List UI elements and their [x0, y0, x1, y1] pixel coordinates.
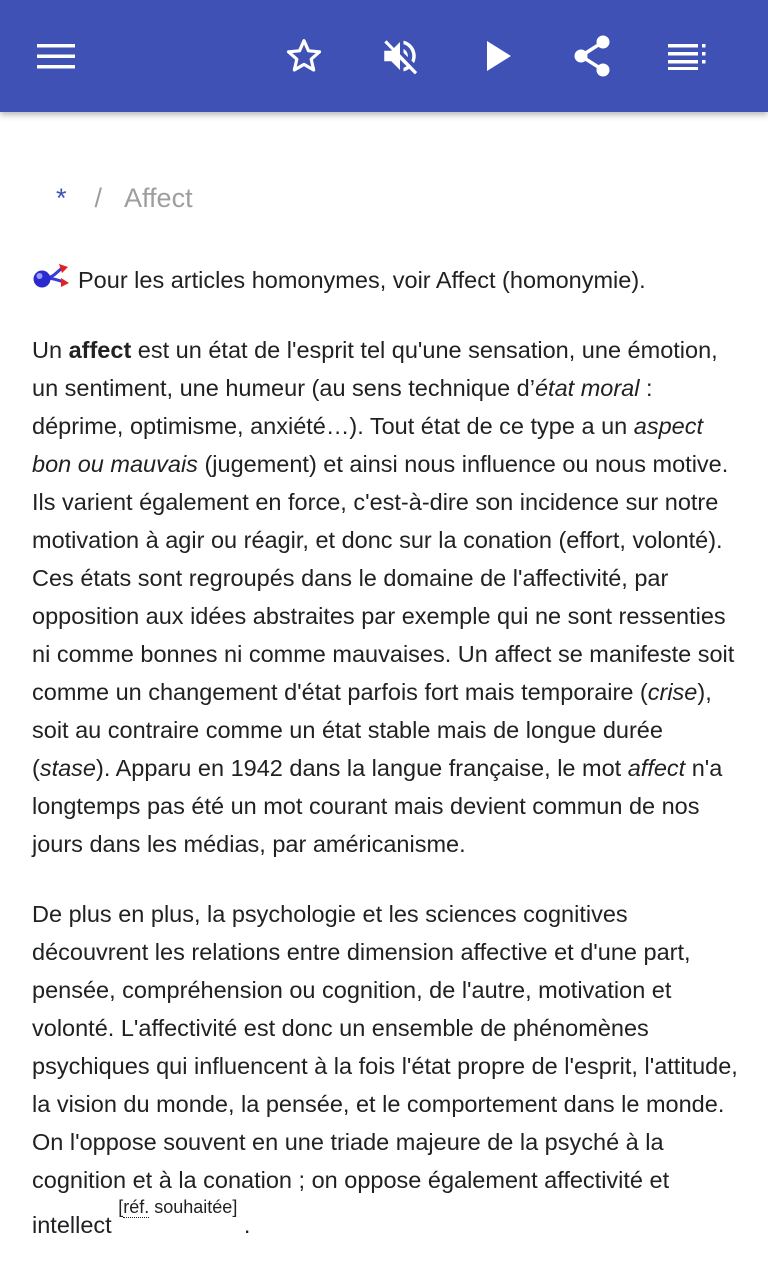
hatnote-text[interactable]: Pour les articles homonymes, voir Affect (homonymie). [78, 267, 646, 293]
text-run: ). Apparu en 1942 dans la langue française, le mot [96, 755, 628, 781]
italic-term: crise [647, 679, 698, 705]
app-toolbar [0, 0, 768, 112]
paragraph-2 [32, 895, 744, 1244]
italic-term: état moral [534, 375, 640, 401]
text-run: (jugement) et ainsi nous influence ou nous motive. Ils varient également en force, c'est-à-dire son incidence sur notre motivation à agir ou réagir, et donc sur la conation (effort, volonté). Ces états sont regroupés dans le domaine de l'affectivité, par opposition aux idées abstraites par exemple qui ne sont ressenties ni comme bonnes ni comme mauvaises. Un affect se manifeste soit comme un changement d'état parfois fort mais temporaire ( [32, 451, 735, 705]
breadcrumb-current: Affect [124, 183, 193, 213]
italic-term: aspect bon ou mauvais [32, 413, 703, 477]
citation-bracket: ] [232, 1197, 238, 1217]
breadcrumb-separator: / [94, 183, 103, 213]
share-icon [572, 35, 612, 77]
contents-button[interactable] [660, 28, 716, 84]
italic-term: affect [627, 755, 686, 781]
volume-off-icon [379, 35, 421, 77]
star-outline-icon [284, 36, 324, 76]
citation-needed-tag[interactable] [118, 1197, 237, 1217]
text-run: . [237, 1211, 251, 1238]
bold-term: affect [68, 337, 132, 363]
favorite-button[interactable] [276, 28, 332, 84]
citation-abbr[interactable]: réf. [123, 1197, 150, 1217]
toc-list-icon [668, 42, 708, 70]
text-run: est un état de l'esprit tel qu'une sensation, une émotion, un sentiment, une humeur (au sens technique d’ [32, 337, 718, 401]
text-run: Un [32, 337, 69, 363]
paragraph-1 [32, 331, 744, 863]
citation-bracket: [ [118, 1197, 124, 1217]
menu-icon [37, 42, 75, 70]
text-run: ), soit au contraire comme un état stable mais de longue durée ( [32, 679, 712, 781]
breadcrumb [56, 182, 193, 214]
play-icon [483, 39, 513, 73]
article-content [0, 112, 768, 1280]
share-button[interactable] [564, 28, 620, 84]
breadcrumb-root-link[interactable]: * [56, 183, 67, 213]
article-body [32, 260, 744, 1244]
text-run: : déprime, optimisme, anxiété…). Tout état de ce type a un [32, 375, 653, 439]
disambiguation-arrows-icon [32, 260, 72, 290]
hatnote [32, 260, 744, 299]
text-run: De plus en plus, la psychologie et les sciences cognitives découvrent les relations entre dimension affective et d'une part, pensée, compréhension ou cognition, de l'autre, motivation et volonté. L'affectivité est donc un ensemble de phénomènes psychiques qui influencent à la fois l'état propre de l'esprit, l'attitude, la vision du monde, la pensée, et le comportement dans le monde. On l'oppose souvent en une triade majeure de la psyché à la cognition et à la conation ; on oppose également affectivité et intellect [32, 901, 738, 1238]
menu-button[interactable] [28, 28, 84, 84]
text-run: n'a longtemps pas été un mot courant mais devient commun de nos jours dans les médias, par américanisme. [32, 755, 723, 857]
italic-term: stase [39, 755, 96, 781]
mute-button[interactable] [372, 28, 428, 84]
citation-text: souhaitée [149, 1197, 233, 1217]
play-button[interactable] [470, 28, 526, 84]
